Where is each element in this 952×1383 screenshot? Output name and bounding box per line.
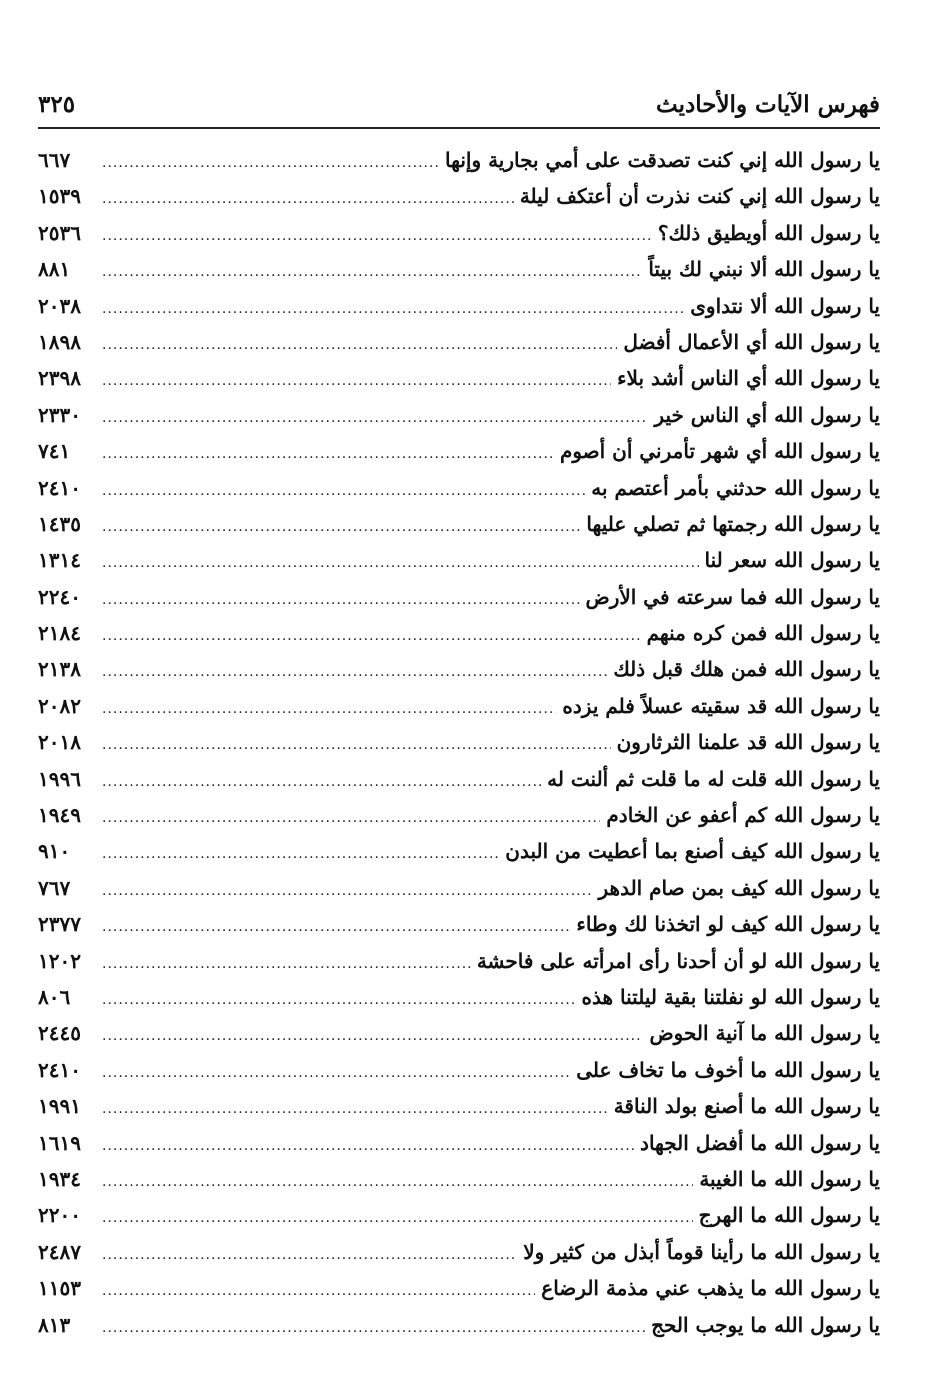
entry-number: ٢٠١٨	[38, 730, 81, 755]
entry-text: يا رسول الله أي الناس أشد بلاء	[617, 366, 880, 391]
entry-text: يا رسول الله قد سقيته عسلاً فلم يزده	[562, 693, 880, 718]
page-number: ٣٢٥	[38, 91, 76, 118]
index-entry	[38, 615, 880, 651]
entry-text: يا رسول الله فمن كره منهم	[646, 621, 880, 646]
index-entry	[38, 651, 880, 687]
entry-text: يا رسول الله سعر لنا	[704, 548, 880, 573]
entry-number: ٨٠٦	[38, 984, 71, 1009]
running-title: فهرس الآيات والأحاديث	[655, 91, 880, 118]
index-entry	[38, 579, 880, 615]
entry-number: ٧٤١	[38, 439, 71, 464]
entry-number: ٨١٣	[38, 1312, 71, 1337]
index-entry	[38, 288, 880, 324]
entry-text: يا رسول الله قد علمنا الثرثارون	[616, 730, 880, 755]
entry-number: ٢٤٤٥	[38, 1021, 81, 1046]
index-entry	[38, 1125, 880, 1161]
entry-text: يا رسول الله ما الغيبة	[699, 1166, 880, 1191]
entry-text: يا رسول الله أي الناس خير	[654, 402, 880, 427]
entry-number: ١٩٤٩	[38, 803, 81, 828]
index-entry	[38, 1015, 880, 1051]
index-entry	[38, 251, 880, 287]
entry-number: ٢٤٨٧	[38, 1239, 81, 1264]
entry-number: ٢٤١٠	[38, 475, 81, 500]
entry-number: ٦٦٧	[38, 148, 71, 172]
index-entry	[38, 797, 880, 833]
dot-leader	[102, 1310, 645, 1346]
dot-leader	[102, 1018, 643, 1054]
entry-number: ٢٣٣٠	[38, 402, 81, 427]
dot-leader	[102, 218, 652, 254]
index-entry	[38, 324, 880, 360]
index-entry	[38, 360, 880, 396]
dot-leader	[102, 764, 541, 800]
dot-leader	[102, 436, 554, 472]
entry-number: ٢١٨٤	[38, 621, 81, 646]
entry-number: ١٩٩٦	[38, 766, 81, 791]
entry-number: ٧٦٧	[38, 875, 71, 900]
index-entry	[38, 761, 880, 797]
index-entry	[38, 724, 880, 760]
dot-leader	[102, 800, 600, 836]
entry-text: يا رسول الله كم أعفو عن الخادم	[606, 803, 880, 828]
dot-leader	[102, 181, 514, 217]
entry-text: يا رسول الله كيف بمن صام الدهر	[598, 875, 880, 900]
entry-number: ٨٨١	[38, 257, 71, 282]
index-entry	[38, 470, 880, 506]
entry-number: ٢٠٣٨	[38, 293, 81, 318]
index-entry	[38, 1161, 880, 1197]
dot-leader	[102, 909, 570, 945]
index-entry	[38, 979, 880, 1015]
entry-text: يا رسول الله ما أفضل الجهاد	[640, 1130, 880, 1155]
index-entry	[38, 870, 880, 906]
dot-leader	[102, 727, 611, 763]
entry-number: ١٥٣٩	[38, 184, 81, 209]
entry-number: ١٢٠٢	[38, 948, 81, 973]
header-rule	[38, 127, 880, 129]
dot-leader	[102, 545, 699, 581]
index-entry	[38, 1088, 880, 1124]
entry-number: ١٣١٤	[38, 548, 81, 573]
index-entry	[38, 215, 880, 251]
index-entry	[38, 1270, 880, 1306]
entry-text: يا رسول الله لو أن أحدنا رأى امرأته على فاحشة	[476, 948, 880, 973]
entry-number: ٢٣٩٨	[38, 366, 81, 391]
dot-leader	[102, 873, 592, 909]
dot-leader	[102, 582, 580, 618]
entry-text: يا رسول الله ما يذهب عني مذمة الرضاع	[541, 1276, 880, 1301]
index-entry	[38, 542, 880, 578]
index-entry	[38, 943, 880, 979]
dot-leader	[102, 1128, 634, 1164]
entry-number: ١٩٣٤	[38, 1166, 81, 1191]
entry-number: ٢١٣٨	[38, 657, 81, 682]
entry-number: ٢٥٣٦	[38, 220, 81, 245]
entry-text: يا رسول الله ما يوجب الحج	[651, 1312, 880, 1337]
index-entry	[38, 142, 880, 178]
index-list	[38, 142, 880, 1343]
entry-number: ٢٣٧٧	[38, 912, 81, 937]
entry-text: يا رسول الله أويطيق ذلك؟	[657, 220, 880, 245]
dot-leader	[102, 1237, 517, 1273]
entry-text: يا رسول الله أي شهر تأمرني أن أصوم	[559, 439, 880, 464]
index-entry	[38, 178, 880, 214]
index-entry	[38, 397, 880, 433]
index-entry	[38, 1052, 880, 1088]
dot-leader	[102, 946, 471, 982]
dot-leader	[102, 1055, 570, 1091]
dot-leader	[102, 982, 576, 1018]
index-entry	[38, 506, 880, 542]
entry-text: يا رسول الله أي الأعمال أفضل	[623, 329, 880, 354]
dot-leader	[102, 145, 439, 181]
entry-number: ٢٤١٠	[38, 1057, 81, 1082]
entry-text: يا رسول الله ألا نتداوى	[690, 293, 880, 318]
index-entry	[38, 1234, 880, 1270]
entry-number: ١٦١٩	[38, 1130, 81, 1155]
entry-text: يا رسول الله ما أصنع بولد الناقة	[613, 1094, 880, 1119]
dot-leader	[102, 1091, 608, 1127]
entry-number: ١١٥٣	[38, 1276, 81, 1301]
entry-text: يا رسول الله كيف لو اتخذنا لك وطاء	[576, 912, 880, 937]
entry-text: يا رسول الله كيف أصنع بما أعطيت من البدن	[505, 839, 880, 864]
dot-leader	[102, 400, 648, 436]
index-entry	[38, 833, 880, 869]
dot-leader	[102, 291, 684, 327]
index-entry	[38, 688, 880, 724]
dot-leader	[102, 1164, 693, 1200]
index-entry	[38, 906, 880, 942]
entry-text: يا رسول الله ما الهرج	[698, 1203, 880, 1228]
entry-text: يا رسول الله إني كنت نذرت أن أعتكف ليلة	[519, 184, 880, 209]
entry-number: ٢٠٨٢	[38, 693, 81, 718]
entry-text: يا رسول الله لو نفلتنا بقية ليلتنا هذه	[581, 984, 880, 1009]
entry-text: يا رسول الله إني كنت تصدقت على أمي بجارية وإنها	[445, 148, 880, 172]
dot-leader	[102, 654, 607, 690]
entry-number: ١٩٩١	[38, 1094, 81, 1119]
dot-leader	[102, 327, 617, 363]
entry-text: يا رسول الله ما رأينا قوماً أبذل من كثير ولا	[523, 1239, 880, 1264]
entry-text: يا رسول الله فمن هلك قبل ذلك	[613, 657, 880, 682]
entry-text: يا رسول الله حدثني بأمر أعتصم به	[591, 475, 880, 500]
dot-leader	[102, 473, 585, 509]
entry-number: ٢٢٠٠	[38, 1203, 81, 1228]
page-header	[38, 82, 880, 118]
dot-leader	[102, 836, 499, 872]
dot-leader	[102, 363, 611, 399]
entry-text: يا رسول الله ألا نبني لك بيتاً	[648, 257, 880, 282]
dot-leader	[102, 1273, 535, 1309]
dot-leader	[102, 1200, 693, 1236]
entry-text: يا رسول الله قلت له ما قلت ثم ألنت له	[547, 766, 880, 791]
entry-number: ١٤٣٥	[38, 511, 81, 536]
entry-text: يا رسول الله ما أخوف ما تخاف على	[576, 1057, 880, 1082]
index-entry	[38, 433, 880, 469]
entry-text: يا رسول الله فما سرعته في الأرض	[585, 584, 880, 609]
index-entry	[38, 1197, 880, 1233]
index-entry	[38, 1307, 880, 1343]
dot-leader	[102, 509, 580, 545]
entry-number: ٢٢٤٠	[38, 584, 81, 609]
entry-text: يا رسول الله رجمتها ثم تصلي عليها	[586, 511, 880, 536]
dot-leader	[102, 691, 556, 727]
entry-text: يا رسول الله ما آنية الحوض	[649, 1021, 880, 1046]
entry-number: ١٨٩٨	[38, 329, 81, 354]
dot-leader	[102, 618, 641, 654]
dot-leader	[102, 254, 642, 290]
entry-number: ٩١٠	[38, 839, 71, 864]
